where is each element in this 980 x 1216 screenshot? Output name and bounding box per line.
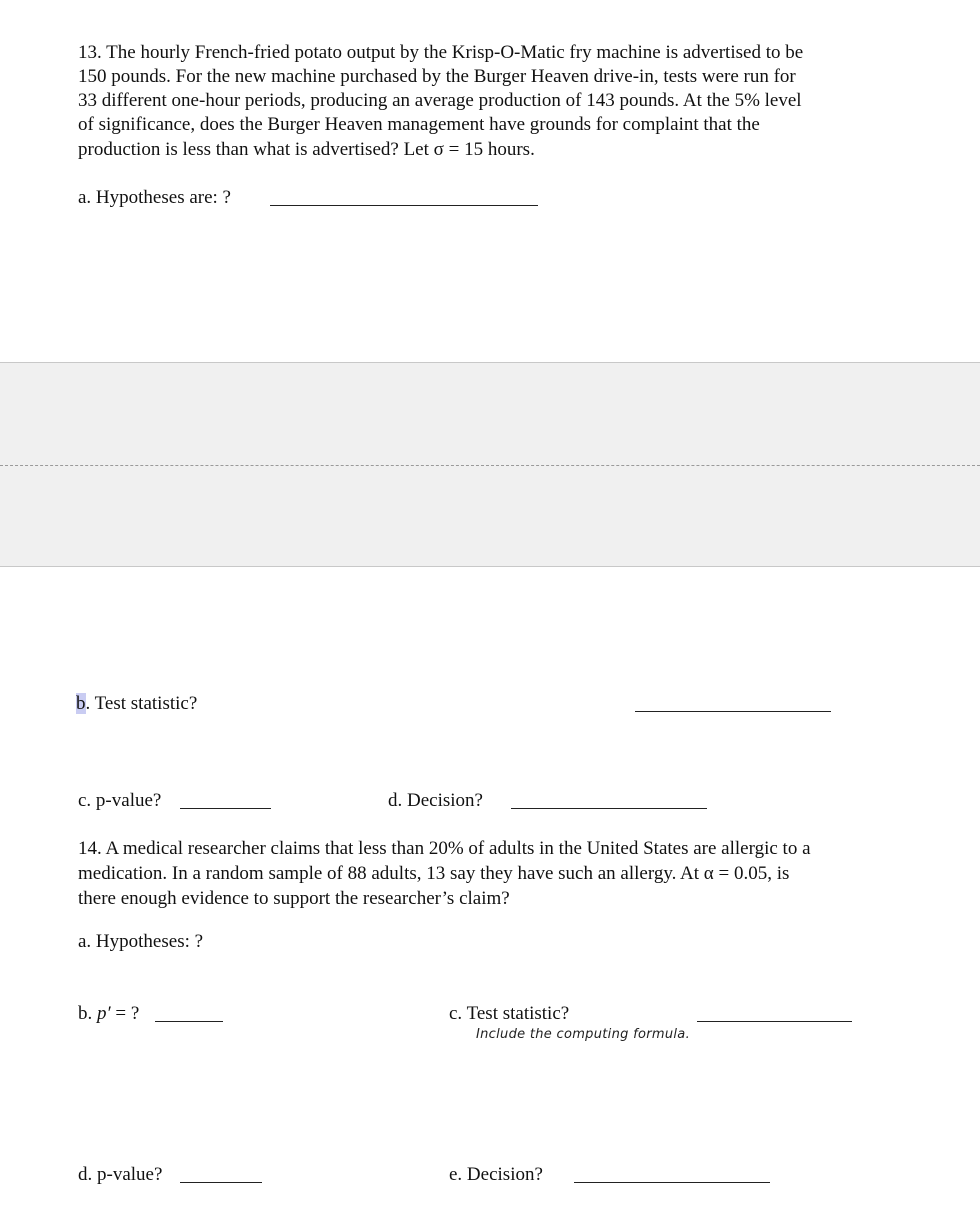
q14-part-c [449,1002,569,1026]
q13-line-5: production is less than what is advertised? Let σ = 15 hours. [78,139,535,160]
q13-part-c [78,789,161,813]
q14-c-label: c. Test statistic? [449,1003,570,1024]
q14-part-a [78,930,203,954]
q13-line-3: 33 different one-hour periods, producing an average production of 143 pounds. At the 5% level [78,90,802,111]
q13-b-answer-blank[interactable] [635,711,831,712]
q14-b-answer-blank[interactable] [155,1021,223,1022]
q14-b-prefix: b. [78,1003,97,1024]
text-cursor-selection[interactable]: b [76,693,86,714]
q13-part-b [76,692,197,716]
q13-part-a [78,186,231,210]
q14-part-e [449,1163,543,1187]
q14-part-d [78,1163,162,1187]
q14-c-handwritten-note: Include the computing formula. [476,1027,690,1042]
page-break-gap [0,362,980,567]
q13-a-label: a. Hypotheses are: ? [78,187,231,208]
q13-d-answer-blank[interactable] [511,808,707,809]
q14-part-b [78,1002,139,1026]
q13-part-d [388,789,483,813]
page-break-dashed-line [0,465,980,466]
q13-line-4: of significance, does the Burger Heaven management have grounds for complaint that the [78,114,760,135]
q14-a-label: a. Hypotheses: ? [78,931,204,952]
q14-b-variable: p′ [97,1003,111,1024]
q14-line-1: 14. A medical researcher claims that less than 20% of adults in the United States are allergic to a [78,838,811,859]
q13-line-2: 150 pounds. For the new machine purchased by the Burger Heaven drive-in, tests were run for [78,66,796,87]
q13-a-answer-blank[interactable] [270,205,538,206]
q14-line-2: medication. In a random sample of 88 adults, 13 say they have such an allergy. At α = 0.05, is [78,863,790,884]
q13-line-1: 13. The hourly French-fried potato output by the Krisp-O-Matic fry machine is advertised to be [78,42,804,63]
q13-d-label: d. Decision? [388,790,483,811]
q14-b-suffix: = ? [110,1003,140,1024]
q13-c-answer-blank[interactable] [180,808,271,809]
q14-e-answer-blank[interactable] [574,1182,770,1183]
q13-c-label: c. p-value? [78,790,162,811]
q14-line-3: there enough evidence to support the researcher’s claim? [78,888,510,909]
q14-c-answer-blank[interactable] [697,1021,852,1022]
q14-d-label: d. p-value? [78,1164,163,1185]
q13-b-label: . Test statistic? [85,693,198,714]
q14-d-answer-blank[interactable] [180,1182,262,1183]
q14-e-label: e. Decision? [449,1164,543,1185]
